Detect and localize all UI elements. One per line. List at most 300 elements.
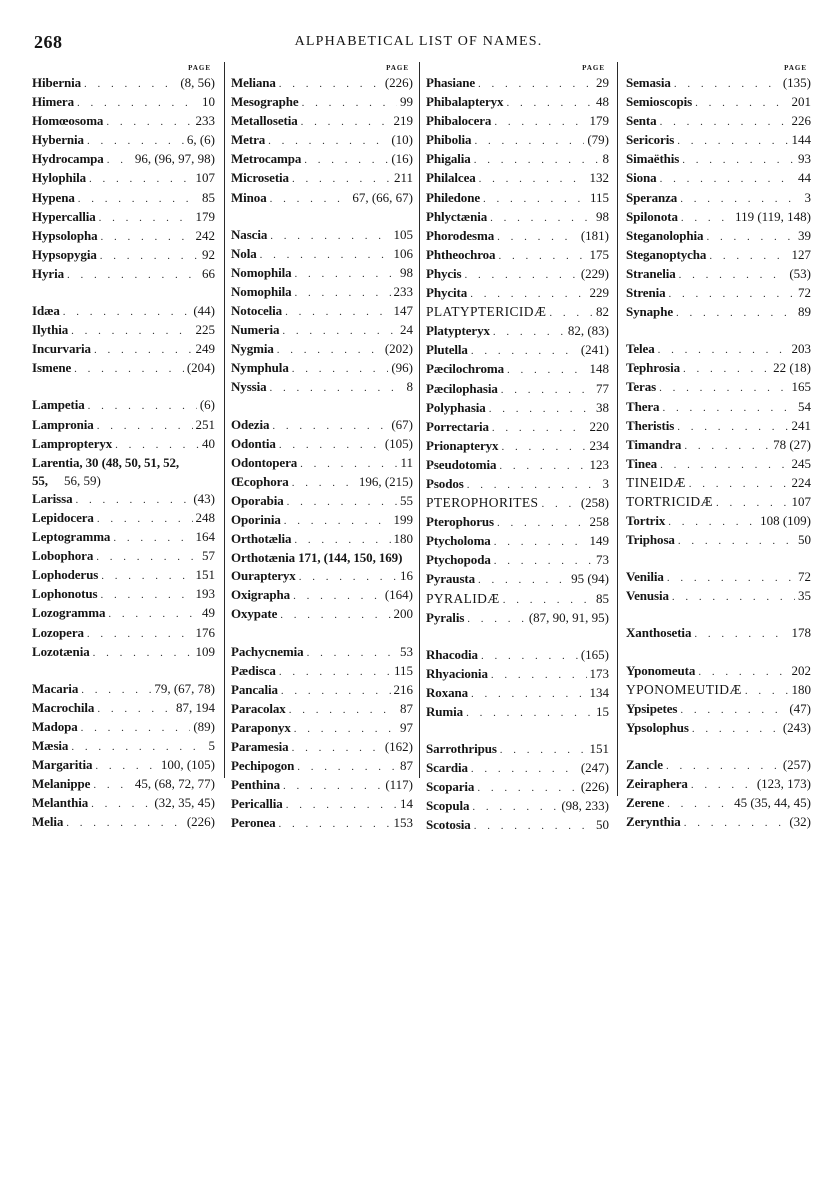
index-entry bbox=[626, 531, 811, 550]
entry-page: 225 bbox=[195, 322, 215, 338]
entry-page: 216 bbox=[393, 681, 413, 697]
entry-name: Tinea bbox=[626, 455, 658, 471]
index-entry bbox=[426, 494, 609, 513]
entry-page: 148 bbox=[589, 361, 609, 377]
entry-name: Pyrausta bbox=[426, 571, 476, 587]
entry-name: Lophonotus bbox=[32, 586, 98, 602]
entry-name: Hypsolopha bbox=[32, 227, 98, 243]
dot-leader bbox=[668, 513, 757, 531]
index-entry bbox=[626, 568, 811, 587]
index-entry bbox=[426, 532, 609, 551]
index-entry bbox=[626, 455, 811, 474]
entry-page: (181) bbox=[580, 227, 609, 243]
dot-leader bbox=[295, 265, 397, 283]
index-entry bbox=[626, 265, 811, 284]
group-gap bbox=[32, 378, 215, 396]
entry-page: (164) bbox=[384, 587, 413, 603]
entry-name: Larentia, 30 (48, 50, 51, 52, 55, bbox=[32, 454, 180, 488]
entry-name: Ypsipetes bbox=[626, 700, 678, 716]
index-entry bbox=[32, 813, 215, 832]
entry-page: 50 bbox=[596, 817, 609, 833]
index-entry bbox=[231, 776, 413, 795]
entry-name: Microsetia bbox=[231, 170, 289, 186]
index-entry bbox=[426, 437, 609, 456]
entry-name: Philedone bbox=[426, 189, 480, 205]
dot-leader bbox=[709, 247, 788, 265]
dot-leader bbox=[84, 75, 177, 93]
group-gap bbox=[231, 398, 413, 416]
entry-name: Penthina bbox=[231, 777, 281, 793]
entry-page: 24 bbox=[400, 322, 413, 338]
index-entry bbox=[626, 112, 811, 131]
entry-page: 44 bbox=[798, 170, 811, 186]
dot-leader bbox=[471, 760, 578, 778]
entry-page: 55 bbox=[400, 492, 413, 508]
entry-page: 57 bbox=[202, 548, 215, 564]
entry-page: 173 bbox=[589, 665, 609, 681]
index-entry bbox=[626, 93, 811, 112]
index-entry bbox=[626, 378, 811, 397]
index-entry bbox=[32, 189, 215, 208]
index-entry bbox=[231, 700, 413, 719]
index-entry bbox=[426, 646, 609, 665]
dot-leader bbox=[478, 75, 593, 93]
index-entry bbox=[32, 359, 215, 378]
entry-page: 39 bbox=[798, 227, 811, 243]
dot-leader bbox=[279, 815, 391, 833]
index-entry bbox=[426, 284, 609, 303]
index-entry bbox=[626, 794, 811, 813]
entry-name: Siona bbox=[626, 170, 657, 186]
entry-name: Scardia bbox=[426, 760, 468, 776]
entry-page: (226) bbox=[580, 779, 609, 795]
dot-leader bbox=[279, 75, 382, 93]
index-entry bbox=[626, 512, 811, 531]
dot-leader bbox=[279, 436, 382, 454]
index-entry bbox=[32, 169, 215, 188]
entry-name: Phycis bbox=[426, 265, 462, 281]
entry-page: (6) bbox=[199, 397, 215, 413]
entry-page: 45 (35, 44, 45) bbox=[734, 795, 811, 811]
dot-leader bbox=[297, 758, 397, 776]
dot-leader bbox=[270, 379, 404, 397]
entry-page: (89) bbox=[193, 718, 215, 734]
index-entry bbox=[32, 74, 215, 93]
entry-page: 115 bbox=[393, 662, 413, 678]
dot-leader bbox=[71, 738, 205, 756]
index-entry bbox=[426, 74, 609, 93]
entry-name: Lampropteryx bbox=[32, 435, 113, 451]
entry-name: Leptogramma bbox=[32, 529, 111, 545]
index-entry bbox=[426, 665, 609, 684]
dot-leader bbox=[302, 94, 397, 112]
entry-name: Venusia bbox=[626, 588, 669, 604]
index-entry bbox=[32, 340, 215, 359]
dot-leader bbox=[467, 610, 526, 628]
entry-name: Melia bbox=[32, 814, 64, 830]
index-entry bbox=[231, 189, 413, 208]
dot-leader bbox=[97, 510, 193, 528]
entry-page: (32, 35, 45) bbox=[154, 795, 215, 811]
dot-leader bbox=[669, 285, 795, 303]
entry-name: Lampetia bbox=[32, 397, 85, 413]
index-entry bbox=[32, 585, 215, 604]
entry-page: (204) bbox=[186, 360, 215, 376]
entry-name: Numeria bbox=[231, 322, 280, 338]
entry-name: Lozopera bbox=[32, 624, 84, 640]
index-entry bbox=[32, 490, 215, 509]
dot-leader bbox=[63, 303, 191, 321]
entry-page: 241 bbox=[791, 417, 811, 433]
entry-page: 3 bbox=[804, 189, 811, 205]
index-entry bbox=[626, 227, 811, 246]
entry-page: 108 (109) bbox=[760, 513, 811, 529]
dot-leader bbox=[674, 75, 780, 93]
entry-page: 234 bbox=[589, 437, 609, 453]
index-entry bbox=[231, 378, 413, 397]
entry-name: Oporinia bbox=[231, 511, 281, 527]
index-entry bbox=[426, 131, 609, 150]
entry-page: 48 bbox=[596, 94, 609, 110]
entry-page: (43) bbox=[193, 490, 215, 506]
index-entry bbox=[32, 321, 215, 340]
dot-leader bbox=[87, 132, 184, 150]
entry-name: Senta bbox=[626, 113, 657, 129]
index-entry bbox=[231, 226, 413, 245]
group-gap bbox=[626, 644, 811, 662]
entry-name: Sarrothripus bbox=[426, 741, 497, 757]
entry-page: 56, 59) bbox=[63, 472, 101, 488]
entry-name: Lophoderus bbox=[32, 567, 99, 583]
entry-name: Psodos bbox=[426, 475, 464, 491]
entry-name: Nygmia bbox=[231, 341, 274, 357]
entry-page: 78 (27) bbox=[773, 436, 811, 452]
index-entry bbox=[626, 624, 811, 643]
entry-name: Ptychopoda bbox=[426, 552, 491, 568]
entry-name: Lepidocera bbox=[32, 509, 94, 525]
entry-page: 16 bbox=[400, 568, 413, 584]
index-entry bbox=[32, 756, 215, 775]
index-entry bbox=[426, 360, 609, 379]
dot-leader bbox=[678, 532, 795, 550]
dot-leader bbox=[695, 94, 788, 112]
dot-leader bbox=[479, 170, 587, 188]
entry-name: Mesographe bbox=[231, 94, 299, 110]
entry-name: Rhacodia bbox=[426, 646, 478, 662]
entry-page: 109 bbox=[195, 643, 215, 659]
entry-name: Paraponyx bbox=[231, 719, 291, 735]
index-entry bbox=[32, 624, 215, 643]
entry-page: 97 bbox=[400, 719, 413, 735]
entry-name: Pseudotomia bbox=[426, 456, 497, 472]
dot-leader bbox=[680, 190, 801, 208]
index-column-2 bbox=[224, 62, 413, 831]
index-entry bbox=[32, 775, 215, 794]
entry-page: 38 bbox=[596, 399, 609, 415]
index-entry bbox=[231, 643, 413, 662]
index-entry bbox=[231, 795, 413, 814]
entry-name: Orthotænia 171, (144, 150, 169) bbox=[231, 550, 403, 566]
dot-leader bbox=[503, 591, 593, 609]
index-entry bbox=[32, 454, 215, 490]
entry-page: 11 bbox=[400, 454, 413, 470]
entry-page: (47) bbox=[789, 700, 811, 716]
entry-name: Strenia bbox=[626, 285, 666, 301]
dot-leader bbox=[300, 455, 397, 473]
index-entry bbox=[426, 551, 609, 570]
dot-leader bbox=[75, 491, 190, 509]
page-column-label: PAGE bbox=[188, 64, 211, 72]
entry-name: Tephrosia bbox=[626, 360, 681, 376]
entry-page: 147 bbox=[393, 303, 413, 319]
entry-name: Ourapteryx bbox=[231, 568, 296, 584]
entry-page: (241) bbox=[580, 342, 609, 358]
entry-page: 193 bbox=[195, 586, 215, 602]
dot-leader bbox=[660, 113, 789, 131]
entry-page: 106 bbox=[393, 245, 413, 261]
dot-leader bbox=[706, 228, 795, 246]
entry-page: 178 bbox=[791, 625, 811, 641]
entry-page: 179 bbox=[195, 208, 215, 224]
group-gap bbox=[231, 208, 413, 226]
entry-page: 107 bbox=[791, 493, 811, 509]
dot-leader bbox=[676, 304, 795, 322]
dot-leader bbox=[71, 322, 192, 340]
entry-name: Madopa bbox=[32, 718, 78, 734]
entry-page: 201 bbox=[791, 94, 811, 110]
entry-page: 100, (105) bbox=[160, 757, 215, 773]
entry-name: Semioscopis bbox=[626, 94, 693, 110]
dot-leader bbox=[97, 700, 173, 718]
entry-name: Ypsolophus bbox=[626, 719, 689, 735]
entry-page: 144 bbox=[791, 132, 811, 148]
index-entry bbox=[231, 757, 413, 776]
index-entry bbox=[231, 473, 413, 492]
page-number: 268 bbox=[34, 32, 63, 52]
entry-page: 180 bbox=[393, 531, 413, 547]
entry-page: 251 bbox=[195, 416, 215, 432]
entry-page: 8 bbox=[406, 379, 413, 395]
entry-page: 245 bbox=[791, 455, 811, 471]
index-entry bbox=[426, 150, 609, 169]
entry-name: Semasia bbox=[626, 75, 671, 90]
dot-leader bbox=[677, 132, 788, 150]
entry-page: 165 bbox=[791, 379, 811, 395]
dot-leader bbox=[93, 644, 193, 662]
index-entry bbox=[32, 643, 215, 662]
dot-leader bbox=[491, 666, 587, 684]
index-entry bbox=[231, 283, 413, 302]
entry-name: Minoa bbox=[231, 189, 267, 205]
entry-page: 115 bbox=[589, 189, 609, 205]
entry-page: 22 (18) bbox=[773, 360, 811, 376]
entry-name: Nomophila bbox=[231, 283, 292, 299]
entry-name: Hypercallia bbox=[32, 208, 96, 224]
dot-leader bbox=[471, 685, 586, 703]
entry-page: (162) bbox=[384, 739, 413, 754]
entry-page: 87 bbox=[400, 758, 413, 774]
index-entry bbox=[32, 112, 215, 131]
index-entry bbox=[626, 150, 811, 169]
entry-name: TORTRICIDÆ bbox=[626, 493, 713, 509]
index-entry bbox=[231, 302, 413, 321]
dot-leader bbox=[689, 475, 789, 493]
entry-name: Hypsopygia bbox=[32, 246, 97, 262]
entry-name: Lozotænia bbox=[32, 643, 90, 659]
entry-page: 203 bbox=[791, 341, 811, 357]
dot-leader bbox=[292, 360, 389, 378]
entry-name: Oporabia bbox=[231, 492, 284, 508]
entry-name: Thera bbox=[626, 398, 660, 414]
index-entry bbox=[626, 303, 811, 322]
index-entry bbox=[626, 74, 811, 93]
dot-leader bbox=[501, 381, 593, 399]
entry-name: Steganolophia bbox=[626, 227, 704, 243]
entry-name: Ismene bbox=[32, 360, 72, 376]
dot-leader bbox=[658, 341, 789, 359]
entry-name: Pæcilophasia bbox=[426, 380, 498, 396]
dot-leader bbox=[490, 209, 593, 227]
entry-page: 119 (119, 148) bbox=[735, 208, 811, 224]
entry-name: Orthotælia bbox=[231, 531, 292, 547]
entry-name: Rumia bbox=[426, 704, 464, 719]
entry-name: Margaritia bbox=[32, 757, 93, 773]
index-entry bbox=[626, 756, 811, 775]
index-entry bbox=[626, 700, 811, 719]
index-entry bbox=[426, 475, 609, 494]
entry-name: Spilonota bbox=[626, 208, 678, 224]
entry-page: (87, 90, 91, 95) bbox=[528, 609, 609, 625]
entry-name: Sericoris bbox=[626, 132, 675, 148]
entry-name: Phibalocera bbox=[426, 113, 492, 129]
entry-name: Lozogramma bbox=[32, 605, 106, 621]
entry-page: 248 bbox=[195, 509, 215, 525]
index-entry bbox=[32, 396, 215, 415]
entry-page: 85 bbox=[596, 590, 609, 606]
index-entry bbox=[231, 150, 413, 169]
entry-name: Notocelia bbox=[231, 303, 283, 319]
index-entry bbox=[32, 604, 215, 623]
entry-page: (53) bbox=[789, 265, 811, 281]
entry-page: 54 bbox=[798, 398, 811, 414]
index-entry bbox=[32, 416, 215, 435]
entry-name: Pæcilochroma bbox=[426, 361, 504, 377]
dot-leader bbox=[307, 644, 397, 662]
entry-name: Theristis bbox=[626, 417, 675, 433]
entry-name: Ilythia bbox=[32, 322, 69, 338]
dot-leader bbox=[500, 741, 587, 759]
entry-name: Larissa bbox=[32, 490, 73, 506]
entry-name: YPONOMEUTIDÆ bbox=[626, 681, 742, 697]
entry-name: Polyphasia bbox=[426, 399, 486, 415]
dot-leader bbox=[666, 757, 780, 775]
entry-page: 196, (215) bbox=[358, 473, 413, 489]
dot-leader bbox=[87, 625, 193, 643]
index-entry bbox=[626, 662, 811, 681]
entry-page: 98 bbox=[596, 208, 609, 224]
entry-page: (67) bbox=[391, 416, 413, 432]
entry-name: Nyssia bbox=[231, 379, 267, 395]
index-entry bbox=[426, 380, 609, 399]
dot-leader bbox=[106, 113, 192, 131]
dot-leader bbox=[74, 360, 184, 378]
entry-page: 176 bbox=[195, 624, 215, 640]
entry-name: Tortrix bbox=[626, 513, 666, 529]
index-entry bbox=[626, 436, 811, 455]
dot-leader bbox=[280, 606, 390, 624]
group-gap bbox=[626, 606, 811, 624]
entry-page: 73 bbox=[596, 552, 609, 568]
index-entry bbox=[426, 759, 609, 778]
entry-page: (226) bbox=[384, 75, 413, 90]
entry-page: (258) bbox=[580, 495, 609, 511]
dot-leader bbox=[660, 456, 788, 474]
entry-page: 99 bbox=[400, 94, 413, 110]
dot-leader bbox=[113, 529, 192, 547]
entry-page: (32) bbox=[789, 814, 811, 830]
index-entry bbox=[231, 131, 413, 150]
dot-leader bbox=[672, 588, 795, 606]
entry-name: Œcophora bbox=[231, 473, 289, 489]
entry-name: Nomophila bbox=[231, 264, 292, 280]
entry-name: Paramesia bbox=[231, 739, 289, 754]
entry-page: (8, 56) bbox=[180, 75, 215, 90]
dot-leader bbox=[100, 247, 199, 265]
dot-leader bbox=[667, 795, 731, 813]
index-entry bbox=[626, 340, 811, 359]
dot-leader bbox=[506, 94, 593, 112]
entry-name: Macaria bbox=[32, 680, 79, 696]
dot-leader bbox=[679, 266, 787, 284]
index-entry bbox=[426, 227, 609, 246]
dot-leader bbox=[494, 113, 586, 131]
entry-name: Rhyacionia bbox=[426, 665, 488, 681]
dot-leader bbox=[494, 533, 587, 551]
index-entry bbox=[231, 586, 413, 605]
entry-page: (226) bbox=[186, 814, 215, 830]
index-entry bbox=[231, 93, 413, 112]
dot-leader bbox=[470, 285, 586, 303]
index-entry bbox=[32, 302, 215, 321]
index-entry bbox=[32, 680, 215, 699]
entry-name: Nascia bbox=[231, 226, 268, 242]
dot-leader bbox=[691, 776, 754, 794]
index-entry bbox=[426, 456, 609, 475]
dot-leader bbox=[293, 587, 382, 605]
entry-page: (44) bbox=[193, 303, 215, 319]
entry-name: Scotosia bbox=[426, 817, 471, 833]
entry-name: Yponomeuta bbox=[626, 662, 696, 678]
entry-page: 72 bbox=[798, 285, 811, 301]
index-entry bbox=[426, 265, 609, 284]
dot-leader bbox=[107, 151, 132, 169]
entry-page: 220 bbox=[589, 418, 609, 434]
dot-leader bbox=[662, 399, 795, 417]
group-gap bbox=[231, 625, 413, 643]
index-entry bbox=[626, 775, 811, 794]
dot-leader bbox=[94, 341, 193, 359]
entry-name: Simaëthis bbox=[626, 151, 680, 167]
entry-name: Platypteryx bbox=[426, 323, 490, 339]
dot-leader bbox=[507, 361, 587, 379]
index-entry bbox=[626, 131, 811, 150]
entry-page: 87, 194 bbox=[176, 699, 215, 715]
index-entry bbox=[231, 738, 413, 757]
entry-name: Pachycnemia bbox=[231, 643, 304, 659]
dot-leader bbox=[292, 474, 356, 492]
entry-name: Pædisca bbox=[231, 662, 276, 678]
index-entry bbox=[626, 417, 811, 436]
